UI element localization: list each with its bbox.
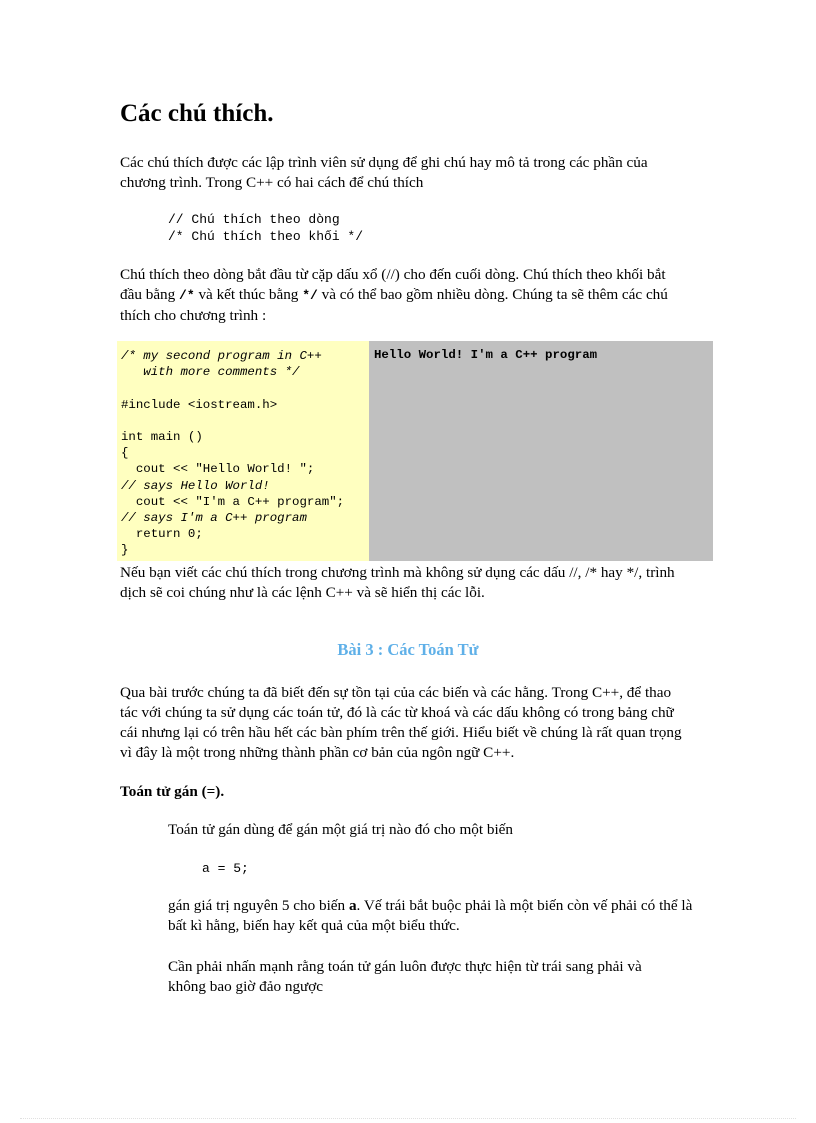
- after-code-paragraph: Nếu bạn viết các chú thích trong chương trình mà không sử dụng các dấu //, /* hay */, trình dịch sẽ coi chúng như là các lệnh C++ và sẽ hiển thị các lỗi.: [120, 564, 675, 601]
- intro-paragraph: Các chú thích được các lập trình viên sử dụng để ghi chú hay mô tả trong các phần của chương trình. Trong C++ có hai cách để chú thích: [120, 154, 648, 191]
- program-output-panel: [369, 341, 713, 561]
- comment-example-block: /* Chú thích theo khối */: [168, 229, 364, 244]
- assignment-example-code: a = 5;: [202, 861, 249, 876]
- assign-variable: a: [348, 897, 357, 914]
- assignment-description: Toán tử gán dùng để gán một giá trị nào đó cho một biến: [168, 821, 514, 838]
- code-line: #include <iostream.h>: [121, 397, 278, 412]
- code-comment-line: with more comments */: [121, 365, 300, 380]
- code-comment-line: /* my second program in C++: [121, 349, 322, 363]
- code-line: int main (): [121, 429, 203, 444]
- code-line: cout << "I'm a C++ program";: [121, 494, 345, 509]
- section-intro-paragraph: Qua bài trước chúng ta đã biết đến sự tồn tại của các biến và các hằng. Trong C++, để thao tác với chúng ta sử dụng các toán tử, đó là các từ khoá và các dấu không có trong bảng chữ cái nhưng lại có trên hầu hết các bàn phím trên thế giới. Hiểu biết về chúng là rất quan trọng vì đây là một trong những thành phần cơ bản của ngôn ngữ C++.: [120, 684, 682, 761]
- assignment-note: Cần phải nhấn mạnh rằng toán tử gán luôn được thực hiện từ trái sang phải và không bao giờ đảo ngược: [168, 958, 642, 995]
- program-output-text: Hello World! I'm a C++ program: [374, 348, 598, 362]
- code-comment-line: // says Hello World!: [121, 478, 270, 493]
- section-title: Bài 3 : Các Toán Tử: [337, 640, 479, 659]
- code-line: }: [121, 543, 129, 558]
- program-source-panel: [117, 341, 369, 561]
- explain-text-1: Chú thích theo dòng bắt đầu từ cặp dấu xổ (//) cho đến cuối dòng. Chú thích theo khối bắt đầu bằng: [120, 266, 666, 303]
- assignment-explanation: [168, 896, 698, 936]
- explain-text-2: và kết thúc bằng: [194, 286, 303, 303]
- assign-text-1: gán giá trị nguyên 5 cho biến: [168, 897, 349, 914]
- code-comment-line: // says I'm a C++ program: [121, 510, 307, 525]
- page-heading: Các chú thích.: [120, 100, 274, 127]
- code-line: [121, 413, 344, 429]
- block-close-token: */: [302, 288, 318, 303]
- explain-text-3: và có thể bao gồm nhiều dòng. Chúng ta sẽ thêm các chú thích cho chương trình :: [120, 286, 668, 324]
- comment-example-line: // Chú thích theo dòng: [168, 212, 340, 227]
- block-open-token: /*: [179, 288, 195, 303]
- page-bottom-divider: [20, 1118, 796, 1119]
- code-line: [121, 380, 344, 396]
- code-line: cout << "Hello World! ";: [121, 462, 315, 477]
- comment-explanation-paragraph: [120, 265, 690, 326]
- program-source-code: [121, 348, 344, 558]
- assign-text-2: . Vế trái bắt buộc phải là một biến còn vế phải có thể là bất kì hằng, biến hay kết quả của một biểu thức.: [168, 897, 693, 934]
- code-line: return 0;: [121, 527, 203, 542]
- code-line: {: [121, 446, 129, 461]
- assignment-operator-subheading: Toán tử gán (=).: [120, 783, 225, 800]
